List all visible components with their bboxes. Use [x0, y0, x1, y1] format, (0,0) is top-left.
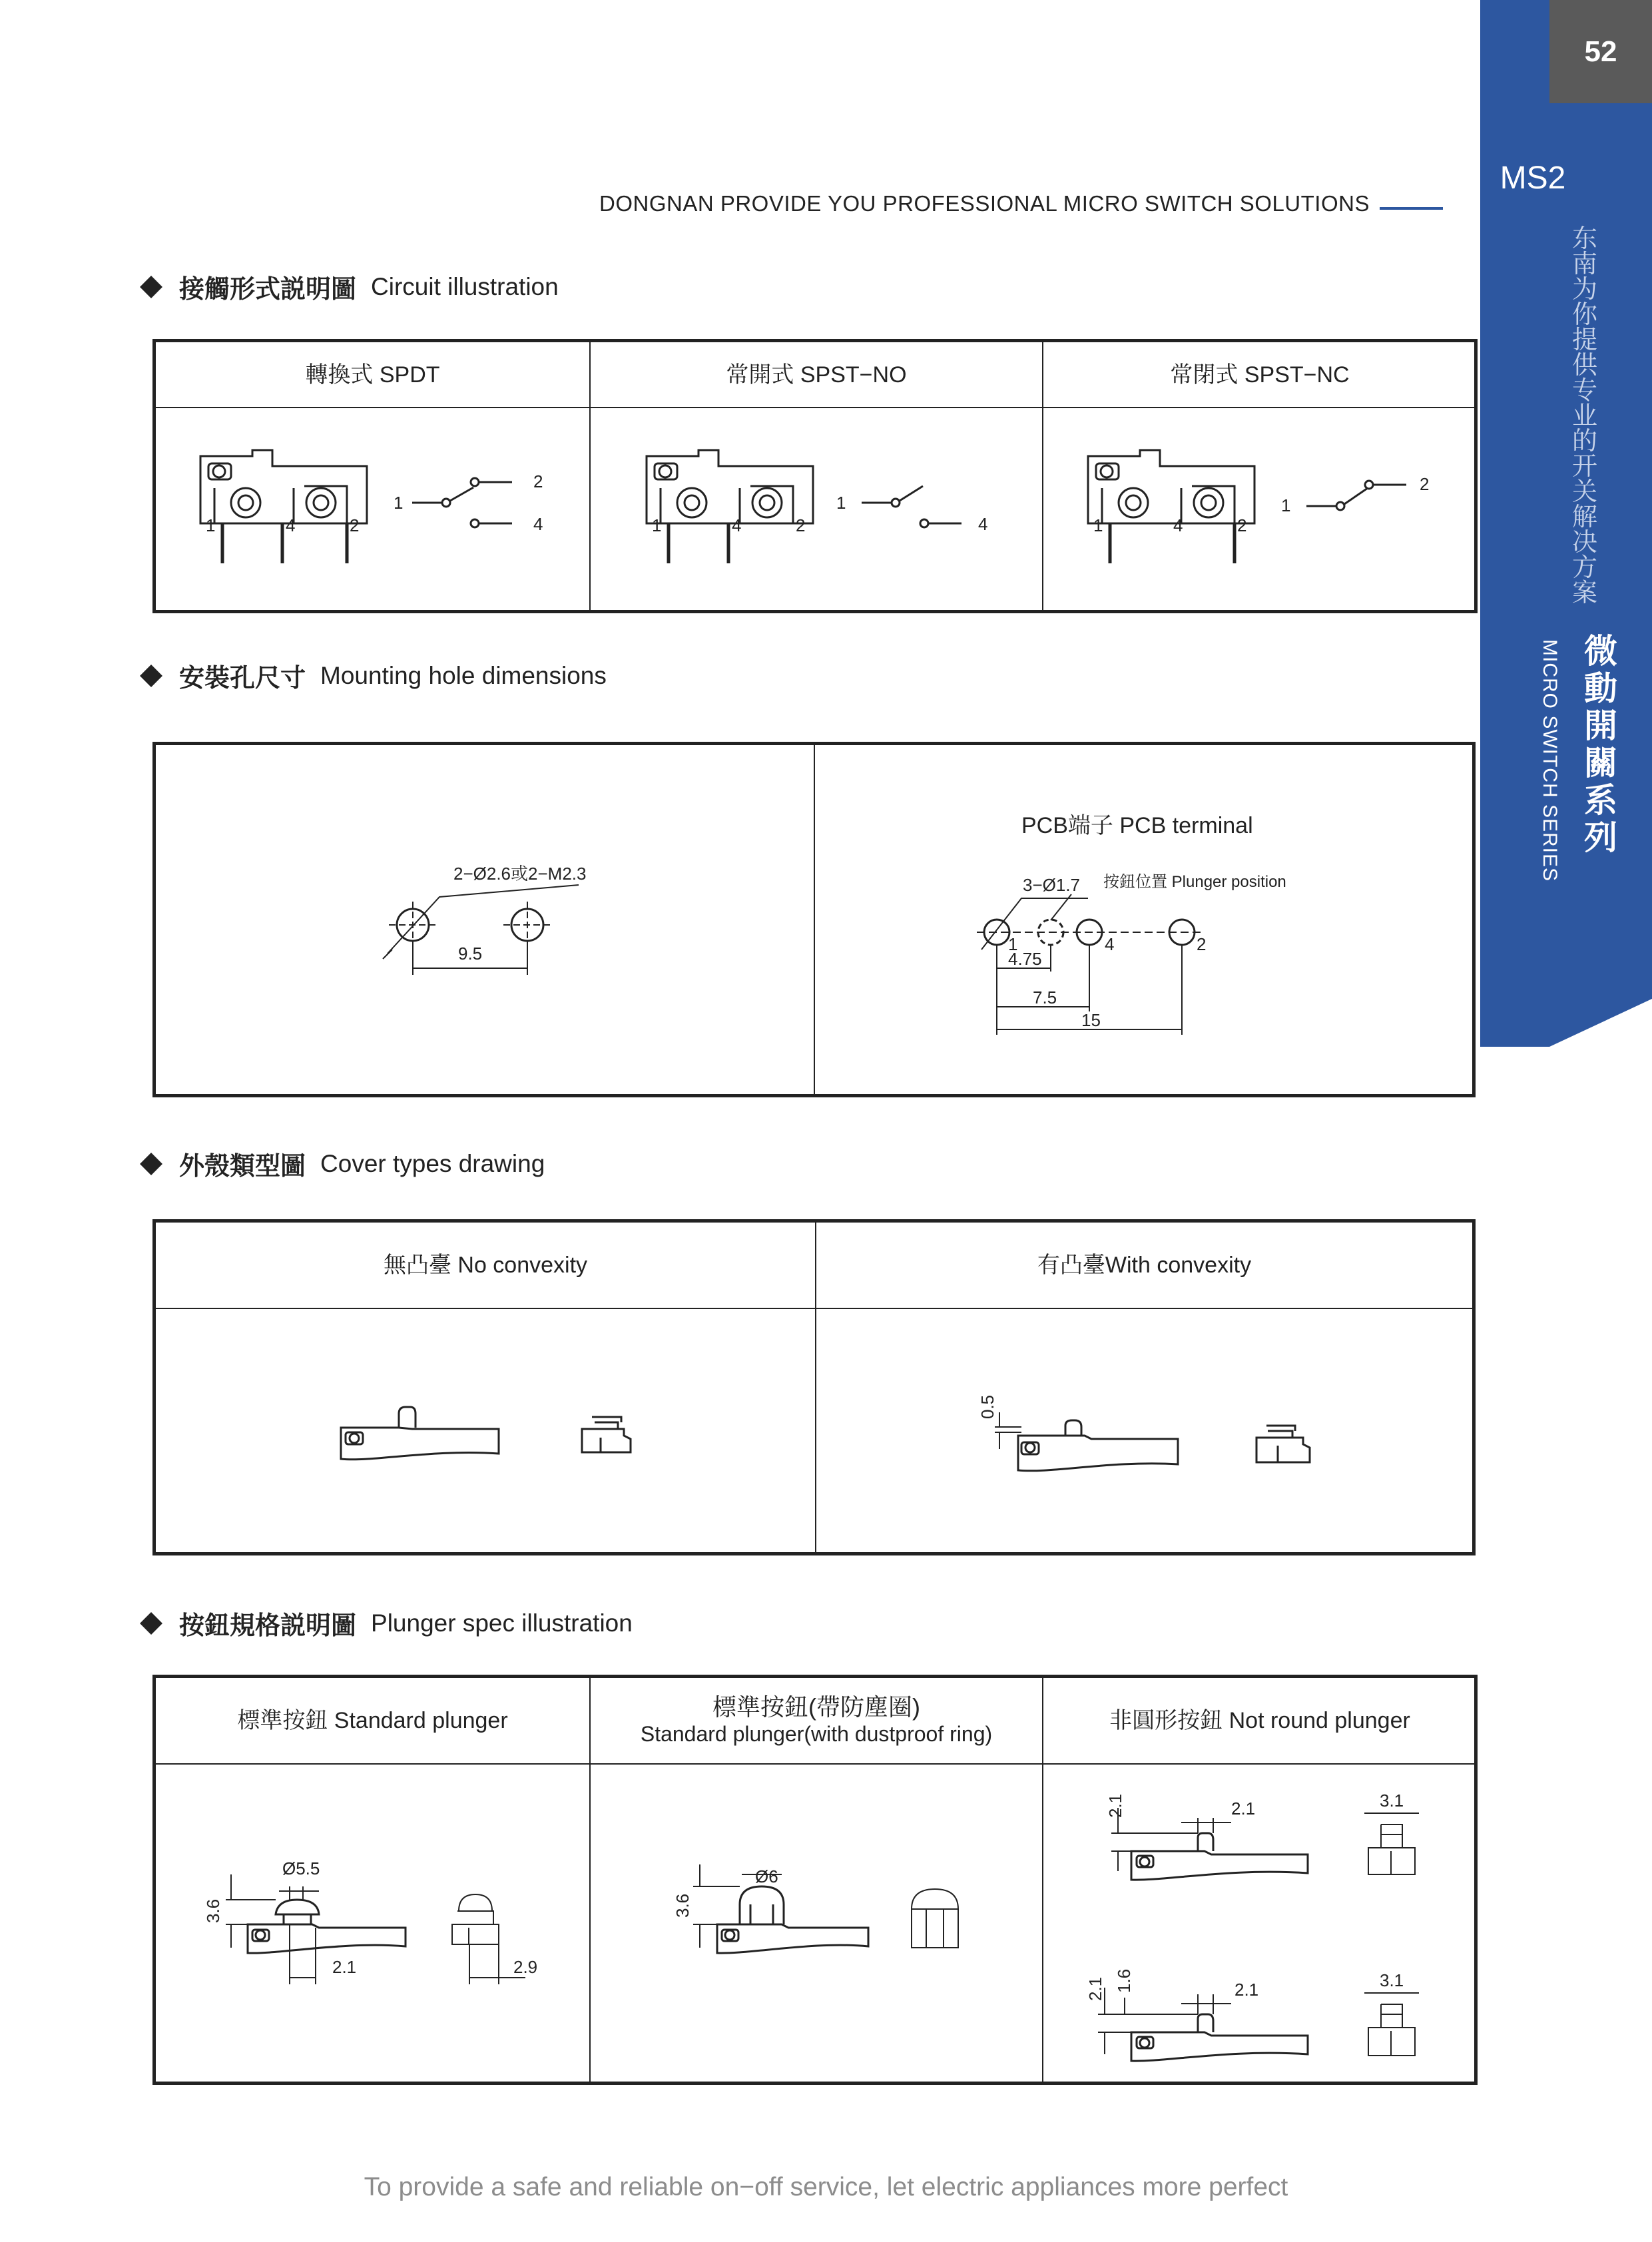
plunger-pos-label: 按鈕位置 Plunger position — [1103, 873, 1286, 891]
pcb-dim-7-5: 7.5 — [1033, 987, 1057, 1007]
section-cover-en: Cover types drawing — [320, 1149, 545, 1177]
page-number: 52 — [1549, 0, 1652, 103]
plunger-header-dustproof-cn: 標準按鈕(帶防塵圈) — [712, 1693, 920, 1721]
spdt-term-2: 2 — [350, 515, 360, 535]
nc-term-4: 4 — [1173, 515, 1183, 535]
pcb-hole-label: 3−Ø1.7 — [1023, 875, 1081, 895]
tagline-rule — [1380, 207, 1443, 210]
switch-body-spdt — [200, 450, 367, 563]
no-term-1: 1 — [652, 515, 662, 535]
cover-header-with-convexity: 有凸臺With convexity — [1037, 1253, 1252, 1278]
series-title-en: MICRO SWITCH SERIES — [1539, 639, 1561, 882]
section-circuit-title — [143, 268, 559, 305]
pcb-term-4: 4 — [1105, 934, 1115, 954]
pcb-term-2: 2 — [1197, 934, 1207, 954]
spdt-sym-4: 4 — [533, 514, 543, 534]
circuit-header-spdt: 轉換式 SPDT — [305, 362, 440, 388]
nr-bot-width-label: 3.1 — [1380, 1970, 1404, 1990]
hole-spec-label: 2−Ø2.6或2−M2.3 — [453, 864, 587, 884]
circuit-header-spst-no: 常開式 SPST−NO — [726, 362, 907, 388]
dust-height-label: 3.6 — [673, 1893, 692, 1918]
nc-sym-1: 1 — [1281, 495, 1291, 515]
cover-header-no-convexity: 無凸臺 No convexity — [383, 1253, 588, 1278]
nr-bot-offset-label: 2.1 — [1235, 1980, 1259, 2000]
std-offset-label: 2.1 — [332, 1957, 357, 1977]
section-mounting-title — [143, 657, 607, 694]
pcb-term-1: 1 — [1008, 934, 1018, 954]
spdt-sym-2: 2 — [533, 471, 543, 491]
section-plunger-title — [143, 1605, 633, 1641]
no-sym-4: 4 — [978, 514, 988, 534]
plunger-header-nonround: 非圓形按鈕 Not round plunger — [1109, 1708, 1410, 1733]
no-term-2: 2 — [796, 515, 806, 535]
spdt-sym-1: 1 — [394, 493, 404, 513]
pcb-dim-4-75: 4.75 — [1008, 949, 1042, 969]
plunger-header-dustproof-en: Standard plunger(with dustproof ring) — [640, 1722, 993, 1746]
section-circuit-cn: 接觸形式説明圖 — [179, 276, 357, 304]
model-label: MS2 — [1500, 160, 1566, 196]
hole-pitch-label: 9.5 — [458, 944, 483, 964]
nc-term-1: 1 — [1093, 515, 1103, 535]
spdt-term-1: 1 — [206, 515, 216, 535]
pcb-terminal-title: PCB端子 PCB terminal — [1021, 813, 1253, 838]
std-width-label: 2.9 — [513, 1957, 538, 1977]
nr-top-height-label: 2.1 — [1105, 1793, 1125, 1818]
sidebar-corner — [1549, 959, 1652, 1052]
section-mounting-en: Mounting hole dimensions — [320, 661, 607, 689]
cover-drawings — [152, 1219, 1476, 1555]
no-term-4: 4 — [732, 515, 742, 535]
section-mounting-cn: 安裝孔尺寸 — [179, 665, 306, 693]
section-cover-cn: 外殼類型圖 — [179, 1153, 306, 1181]
series-title-cn: 微動開關系列 — [1584, 633, 1617, 856]
nc-term-2: 2 — [1237, 515, 1247, 535]
section-cover-title — [143, 1145, 545, 1182]
diamond-bullet-icon — [140, 1153, 162, 1175]
std-dia-label: Ø5.5 — [282, 1858, 320, 1878]
footer-slogan: To provide a safe and reliable on−off service, let electric appliances more perfect — [364, 2173, 1288, 2201]
spdt-term-4: 4 — [286, 515, 296, 535]
nr-top-width-label: 3.1 — [1380, 1791, 1404, 1811]
nr-bot-height-b-label: 1.6 — [1114, 1968, 1134, 1993]
section-plunger-en: Plunger spec illustration — [371, 1609, 633, 1637]
diamond-bullet-icon — [140, 276, 162, 298]
nc-sym-2: 2 — [1420, 474, 1430, 494]
diamond-bullet-icon — [140, 1612, 162, 1635]
nr-top-offset-label: 2.1 — [1231, 1799, 1256, 1819]
convexity-dim-label: 0.5 — [977, 1394, 997, 1419]
sidebar-band — [1480, 0, 1652, 1047]
mounting-drawings — [152, 742, 1476, 1097]
side-slogan: 东南为你提供专业的开关解决方案 — [1571, 225, 1597, 607]
pcb-dim-15: 15 — [1081, 1010, 1101, 1030]
circuit-header-spst-nc: 常閉式 SPST−NC — [1170, 362, 1350, 388]
no-sym-1: 1 — [836, 493, 846, 513]
std-height-label: 3.6 — [203, 1898, 223, 1923]
tagline: DONGNAN PROVIDE YOU PROFESSIONAL MICRO SWITCH SOLUTIONS — [599, 191, 1370, 216]
section-plunger-cn: 按鈕規格説明圖 — [179, 1612, 357, 1640]
dust-dia-label: Ø6 — [755, 1866, 778, 1886]
nr-bot-height-a-label: 2.1 — [1085, 1976, 1105, 2001]
diamond-bullet-icon — [140, 665, 162, 687]
circuit-illustrations — [152, 405, 1478, 605]
plunger-drawings — [152, 1675, 1478, 2085]
plunger-header-standard: 標準按鈕 Standard plunger — [237, 1708, 508, 1733]
section-circuit-en: Circuit illustration — [371, 272, 559, 300]
